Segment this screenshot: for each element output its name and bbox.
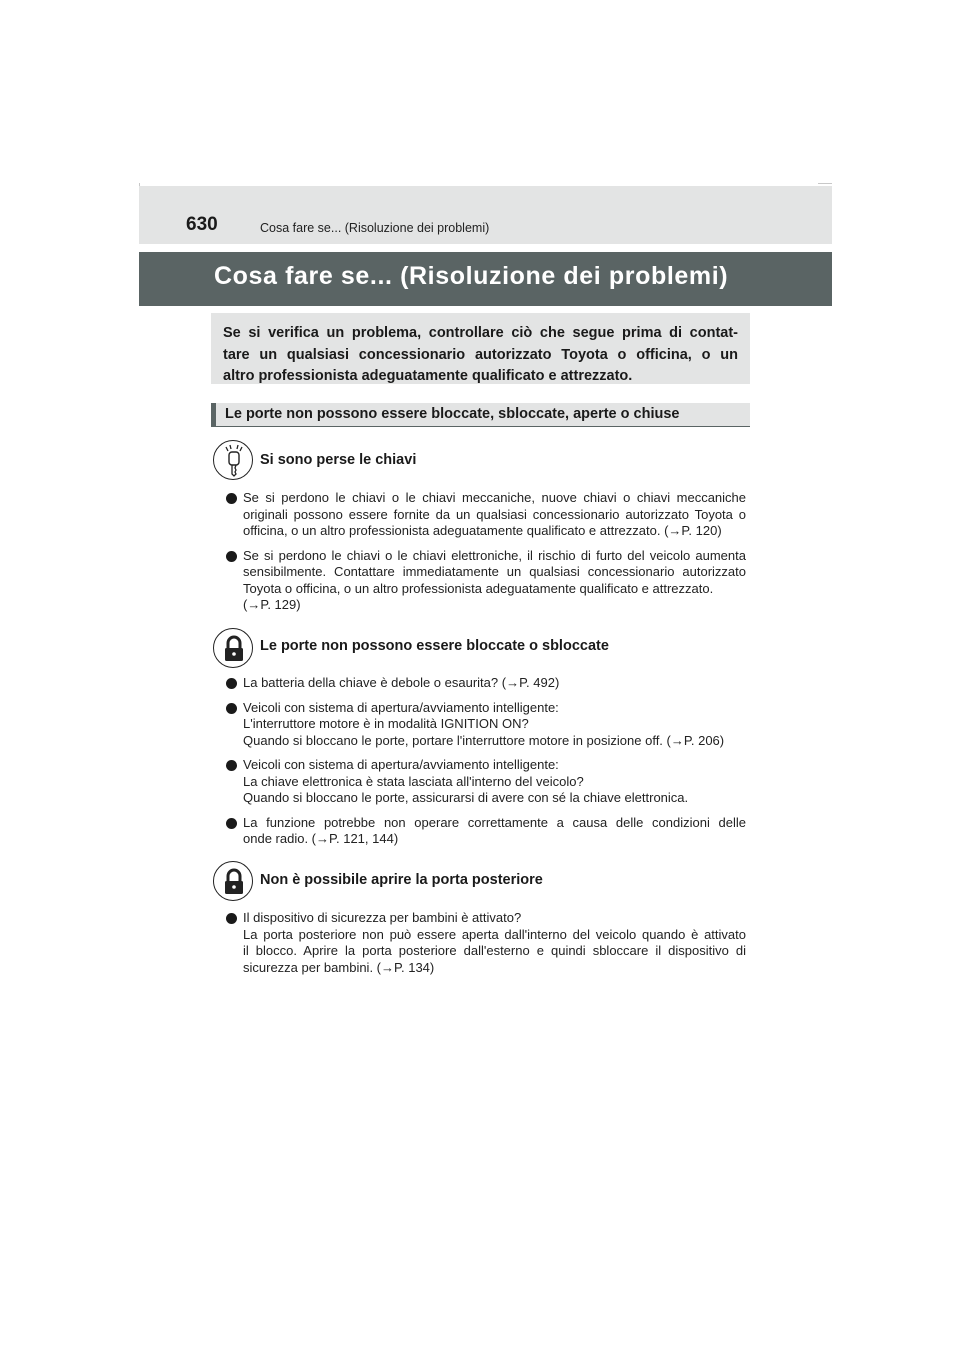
bullet-dot <box>226 678 237 689</box>
padlock-icon <box>213 628 253 668</box>
section-heading: Le porte non possono essere bloccate, sbloccate, aperte o chiuse <box>225 406 680 422</box>
title-bar <box>139 252 832 306</box>
bullet-text: La funzione potrebbe non operare correttamente a causa delle condizioni delle onde radio. (→P. 121, 144) <box>243 814 746 846</box>
bullet-dot <box>226 493 237 504</box>
bullet-list <box>226 910 746 976</box>
intro-line: Se si verifica un problema, controllare ciò che segue prima di contat- <box>223 325 738 341</box>
bullet-list <box>226 675 746 848</box>
subsection-heading: Le porte non possono essere bloccate o sbloccate <box>260 638 609 654</box>
bullet-text: Se si perdono le chiavi o le chiavi meccaniche, nuove chiavi o chiavi meccaniche originali possono essere fornite da un qualsiasi concessionario autorizzato Toyota o officina, o un altro professionista adeguatamente qualificato e attrezzato. (→P. 120) <box>243 490 746 538</box>
bullet-text: Veicoli con sistema di apertura/avviamento intelligente: L'interruttore motore è in modalità IGNITION ON? Quando si bloccano le porte, portare l'interruttore motore in posizione off. (→P. 206) <box>243 699 725 748</box>
intro-line: altro professionista adeguatamente qualificato e attrezzato. <box>223 368 633 384</box>
bullet-text: Se si perdono le chiavi o le chiavi elettroniche, il rischio di furto del veicolo aumenta sensibilmente. Contattare immediatamente un qualsiasi concessionario autorizzato Toyota o officina, o un altro professionista adeguatamente qualificato e attrezzato. (→P. 129) <box>243 547 746 612</box>
section-heading-bar <box>211 403 750 427</box>
bullet-dot <box>226 703 237 714</box>
running-head: Cosa fare se... (Risoluzione dei problemi) <box>260 221 490 235</box>
padlock-icon <box>213 861 253 901</box>
list-item <box>226 675 746 692</box>
bullet-dot <box>226 551 237 562</box>
intro-line: tare un qualsiasi concessionario autorizzato Toyota o officina, o un <box>223 346 738 363</box>
list-item <box>226 757 746 807</box>
list-item <box>226 490 746 540</box>
bullet-text: Il dispositivo di sicurezza per bambini è attivato? La porta posteriore non può essere aperta dall'interno del veicolo quando è attivato il blocco. Aprire la porta posteriore dall'esterno e quindi sbloccare il dispositivo di sicurezza per bambini. (→P. 134) <box>243 910 746 975</box>
list-item <box>226 815 746 848</box>
intro-text <box>223 323 738 388</box>
key-icon <box>213 440 253 480</box>
page-number: 630 <box>186 214 218 235</box>
bullet-dot <box>226 760 237 771</box>
intro-box <box>211 313 750 384</box>
bullet-text: La batteria della chiave è debole o esaurita? (→P. 492) <box>243 675 560 690</box>
page-header <box>139 186 832 244</box>
subsection-heading: Si sono perse le chiavi <box>260 452 417 468</box>
bullet-list <box>226 490 746 614</box>
crop-mark-right <box>818 183 832 184</box>
subsection-heading: Non è possibile aprire la porta posteriore <box>260 872 543 888</box>
list-item <box>226 910 746 976</box>
page-title: Cosa fare se... (Risoluzione dei problemi) <box>214 262 729 290</box>
list-item <box>226 700 746 750</box>
list-item <box>226 548 746 614</box>
bullet-dot <box>226 818 237 829</box>
bullet-dot <box>226 913 237 924</box>
bullet-text: Veicoli con sistema di apertura/avviamento intelligente: La chiave elettronica è stata lasciata all'interno del veicolo? Quando si bloccano le porte, assicurarsi di avere con sé la chiave elettronica. <box>243 757 689 805</box>
